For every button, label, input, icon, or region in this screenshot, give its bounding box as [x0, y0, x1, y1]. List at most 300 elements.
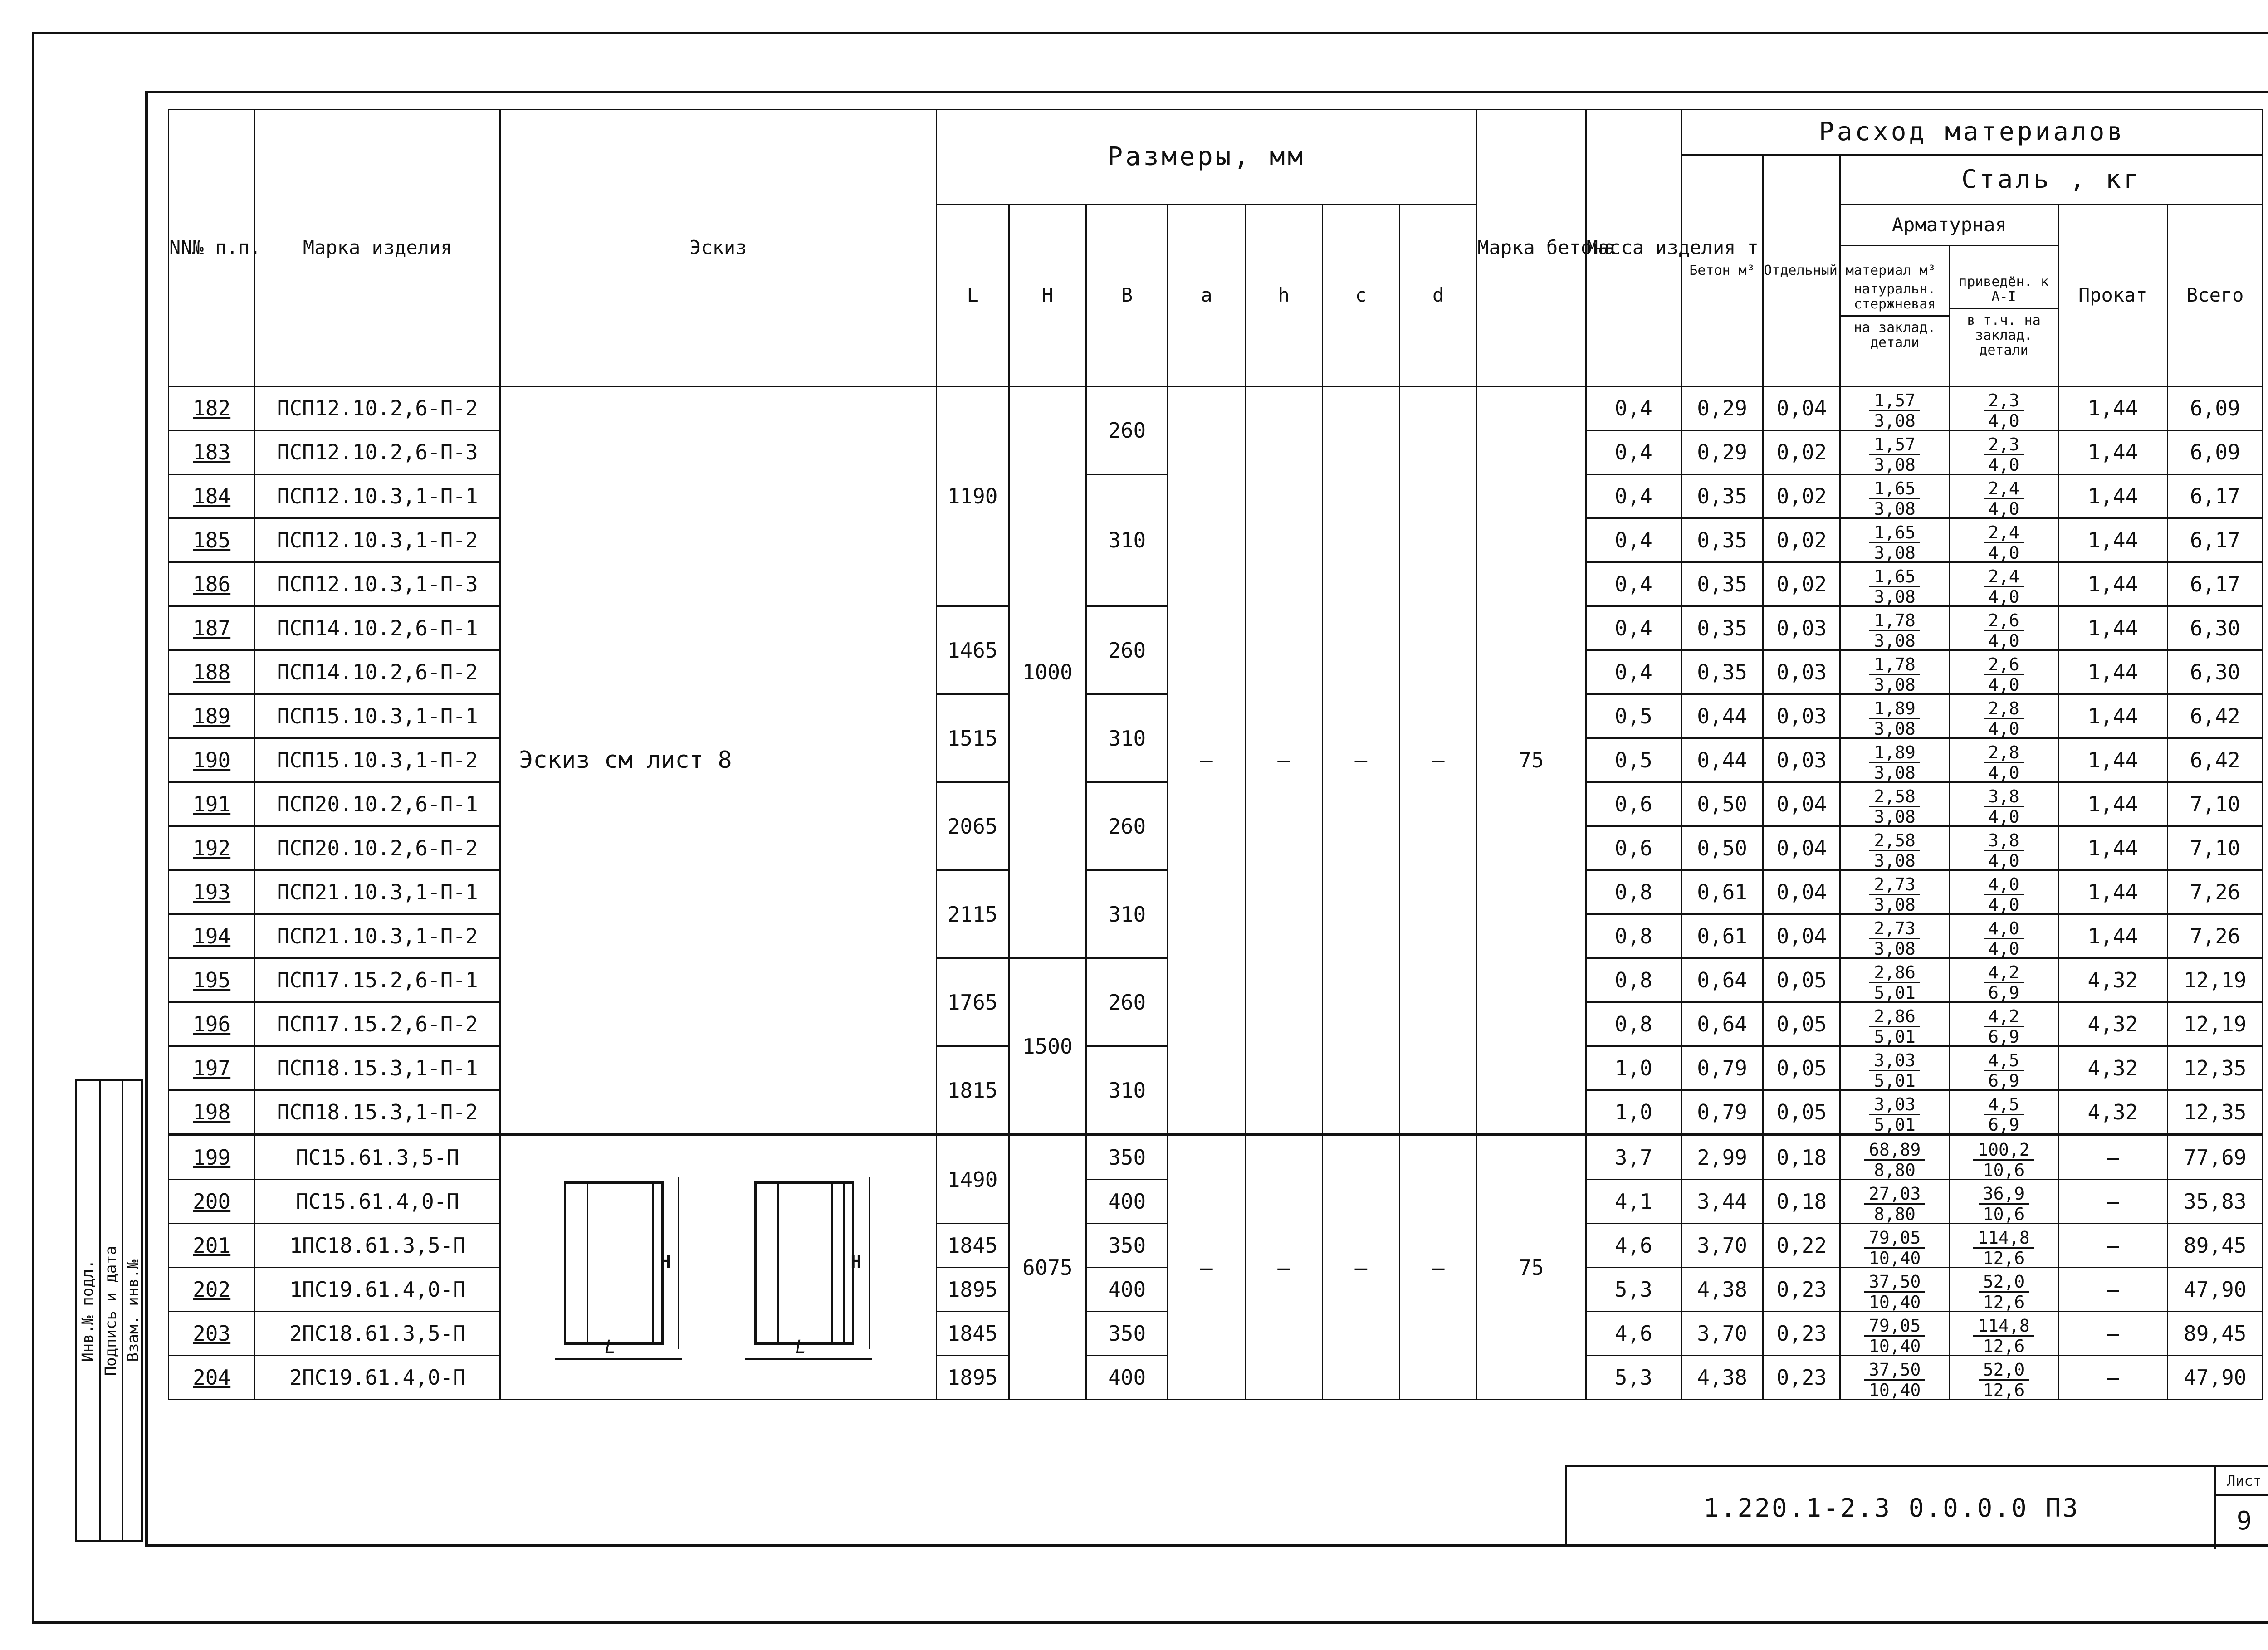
- natur-value: [1840, 870, 1949, 914]
- fraction-bottom: 10,6: [1983, 1204, 2025, 1224]
- natur-value: [1840, 518, 1949, 562]
- fraction-top: 2,3: [1984, 392, 2024, 411]
- fraction-top: 100,2: [1973, 1141, 2034, 1161]
- row-marka: ПСП17.15.2,6-П-2: [255, 1002, 500, 1046]
- header-razmery: Размеры, мм: [936, 110, 1477, 205]
- fraction-bottom: 10,40: [1868, 1248, 1921, 1268]
- row-marka: ПСП18.15.3,1-П-1: [255, 1046, 500, 1090]
- dim-b-value: 310: [1086, 870, 1168, 958]
- panel-edge-line: [587, 1181, 588, 1345]
- fraction-top: 4,5: [1984, 1052, 2024, 1071]
- row-marka: ПСП12.10.3,1-П-3: [255, 562, 500, 606]
- fraction: [1979, 1361, 2029, 1399]
- prokat-value: —: [2058, 1224, 2167, 1268]
- otdel-value: 0,05: [1763, 1002, 1840, 1046]
- fraction-bottom: 3,08: [1874, 411, 1916, 431]
- fraction: [1869, 700, 1920, 737]
- prived-value: [1949, 826, 2058, 870]
- fraction-bottom: 4,0: [1988, 807, 2019, 827]
- fraction: [1864, 1185, 1925, 1223]
- prokat-value: 1,44: [2058, 386, 2167, 430]
- beton-value: 2,99: [1681, 1135, 1763, 1180]
- fraction-top: 37,50: [1864, 1273, 1925, 1293]
- fraction-top: 2,6: [1984, 656, 2024, 675]
- row-number: 199: [169, 1135, 255, 1180]
- dim-h-value: 1500: [1009, 958, 1086, 1135]
- dim-b-value: 310: [1086, 694, 1168, 782]
- fraction: [1869, 436, 1920, 474]
- natur-value: [1840, 430, 1949, 474]
- row-marka: 2ПС18.61.3,5-П: [255, 1312, 500, 1356]
- vsego-value: 47,90: [2167, 1356, 2263, 1400]
- fraction-bottom: 4,0: [1988, 895, 2019, 915]
- fraction-top: 2,3: [1984, 436, 2024, 455]
- fraction-bottom: 4,0: [1988, 719, 2019, 739]
- prived-value: [1949, 562, 2058, 606]
- vsego-value: 35,83: [2167, 1180, 2263, 1224]
- vsego-value: 77,69: [2167, 1135, 2263, 1180]
- prived-value: [1949, 1268, 2058, 1312]
- header-dim-h-small: h: [1245, 205, 1322, 386]
- massa-value: 0,8: [1586, 958, 1681, 1002]
- fraction-top: 1,65: [1869, 568, 1920, 587]
- row-number: 201: [169, 1224, 255, 1268]
- fraction: [1973, 1141, 2034, 1179]
- row-marka: ПСП12.10.3,1-П-2: [255, 518, 500, 562]
- panel-outline: [754, 1181, 854, 1345]
- beton-value: 0,44: [1681, 694, 1763, 738]
- fraction-bottom: 4,0: [1988, 939, 2019, 959]
- row-number: 185: [169, 518, 255, 562]
- dim-b-value: 260: [1086, 958, 1168, 1046]
- massa-value: 4,1: [1586, 1180, 1681, 1224]
- fraction: [1984, 788, 2024, 825]
- fraction: [1984, 392, 2024, 430]
- vsego-value: 89,45: [2167, 1312, 2263, 1356]
- dim-l-value: 1845: [936, 1312, 1009, 1356]
- dim-l-value: 1895: [936, 1356, 1009, 1400]
- fraction-bottom: 8,80: [1874, 1160, 1916, 1180]
- beton-value: 0,35: [1681, 474, 1763, 518]
- length-dimension-line: [555, 1358, 682, 1360]
- beton-value: 0,79: [1681, 1090, 1763, 1135]
- fraction-bottom: 10,6: [1983, 1160, 2025, 1180]
- prokat-value: 1,44: [2058, 474, 2167, 518]
- vsego-value: 6,09: [2167, 386, 2263, 430]
- dim-l-value: 1465: [936, 606, 1009, 694]
- otdel-value: 0,02: [1763, 430, 1840, 474]
- dim-b-value: 310: [1086, 474, 1168, 606]
- beton-value: 0,35: [1681, 562, 1763, 606]
- massa-value: 0,4: [1586, 606, 1681, 650]
- fraction-top: 2,8: [1984, 744, 2024, 763]
- fraction-top: 3,8: [1984, 832, 2024, 851]
- marka-betona-value: 75: [1477, 386, 1586, 1135]
- massa-value: 0,4: [1586, 386, 1681, 430]
- vsego-value: 7,10: [2167, 826, 2263, 870]
- natur-value: [1840, 782, 1949, 826]
- fraction: [1869, 568, 1920, 605]
- panel-edge-line: [652, 1181, 654, 1345]
- dim-c-value: —: [1322, 1135, 1399, 1400]
- dim-l-value: 1190: [936, 386, 1009, 606]
- fraction-bottom: 4,0: [1988, 631, 2019, 651]
- natur-value: [1840, 474, 1949, 518]
- massa-value: 0,8: [1586, 914, 1681, 958]
- panel-edge-line: [843, 1181, 845, 1345]
- fraction-bottom: 4,0: [1988, 763, 2019, 783]
- fraction-top: 37,50: [1864, 1361, 1925, 1381]
- header-armatur: Арматурная: [1840, 205, 2058, 246]
- prived-value: [1949, 694, 2058, 738]
- vsego-value: 12,35: [2167, 1090, 2263, 1135]
- massa-value: 0,8: [1586, 1002, 1681, 1046]
- fraction-top: 4,0: [1984, 876, 2024, 895]
- otdel-value: 0,22: [1763, 1224, 1840, 1268]
- header-dim-b: B: [1086, 205, 1168, 386]
- massa-value: 5,3: [1586, 1356, 1681, 1400]
- row-number: 200: [169, 1180, 255, 1224]
- row-number: 197: [169, 1046, 255, 1090]
- row-number: 203: [169, 1312, 255, 1356]
- header-vsego: Всего: [2167, 205, 2263, 386]
- natur-value: [1840, 738, 1949, 782]
- beton-value: 0,35: [1681, 650, 1763, 694]
- natur-value: [1840, 1356, 1949, 1400]
- table-row: [169, 1135, 2263, 1180]
- row-number: 188: [169, 650, 255, 694]
- massa-value: 1,0: [1586, 1090, 1681, 1135]
- natur-value: [1840, 1180, 1949, 1224]
- dim-b-value: 400: [1086, 1180, 1168, 1224]
- natur-value: [1840, 958, 1949, 1002]
- fraction: [1984, 612, 2024, 649]
- otdel-value: 0,02: [1763, 474, 1840, 518]
- fraction: [1869, 612, 1920, 649]
- dim-b-value: 260: [1086, 782, 1168, 870]
- fraction-bottom: 3,08: [1874, 499, 1916, 519]
- natur-value: [1840, 650, 1949, 694]
- fraction: [1984, 920, 2024, 957]
- fraction-top: 52,0: [1979, 1273, 2029, 1293]
- otdel-value: 0,03: [1763, 738, 1840, 782]
- prokat-value: 1,44: [2058, 738, 2167, 782]
- fraction-bottom: 6,9: [1988, 1115, 2019, 1135]
- header-rashod: Расход материалов: [1681, 110, 2263, 155]
- length-dimension-line: [745, 1358, 872, 1360]
- drawing-code: 1.220.1-2.3 0.0.0.0 ПЗ: [1703, 1493, 2080, 1523]
- list-number: 9: [2236, 1506, 2252, 1536]
- otdel-value: 0,04: [1763, 826, 1840, 870]
- dim-b-value: 260: [1086, 386, 1168, 474]
- row-number: 195: [169, 958, 255, 1002]
- row-number: 204: [169, 1356, 255, 1400]
- prived-value: [1949, 1180, 2058, 1224]
- fraction: [1869, 524, 1920, 561]
- beton-value: 4,38: [1681, 1356, 1763, 1400]
- massa-value: 0,8: [1586, 870, 1681, 914]
- fraction-top: 1,65: [1869, 480, 1920, 499]
- header-prived: [1949, 246, 2058, 386]
- sketch-label-l: L: [795, 1336, 807, 1357]
- fraction-bottom: 4,0: [1988, 587, 2019, 607]
- otdel-value: 0,05: [1763, 958, 1840, 1002]
- row-number: 189: [169, 694, 255, 738]
- fraction-top: 1,65: [1869, 524, 1920, 543]
- prived-value: [1949, 958, 2058, 1002]
- beton-value: 0,64: [1681, 958, 1763, 1002]
- fraction: [1979, 1185, 2029, 1223]
- fraction-top: 2,86: [1869, 964, 1920, 983]
- fraction-top: 4,2: [1984, 1008, 2024, 1027]
- beton-value: 0,64: [1681, 1002, 1763, 1046]
- dim-c-value: —: [1322, 386, 1399, 1135]
- fraction: [1869, 832, 1920, 869]
- prived-value: [1949, 606, 2058, 650]
- fraction-top: 2,58: [1869, 832, 1920, 851]
- panel-outline: [564, 1181, 664, 1345]
- row-marka: 1ПС19.61.4,0-П: [255, 1268, 500, 1312]
- fraction: [1984, 656, 2024, 693]
- header-prived-sub: в т.ч. на заклад. детали: [1967, 312, 2041, 358]
- fraction: [1973, 1229, 2034, 1267]
- row-marka: ПСП21.10.3,1-П-1: [255, 870, 500, 914]
- vsego-value: 6,42: [2167, 738, 2263, 782]
- fraction-bottom: 3,08: [1874, 939, 1916, 959]
- prokat-value: 1,44: [2058, 826, 2167, 870]
- massa-value: 4,6: [1586, 1224, 1681, 1268]
- dim-b-value: 350: [1086, 1312, 1168, 1356]
- fraction-bottom: 12,6: [1983, 1380, 2025, 1400]
- prokat-value: —: [2058, 1135, 2167, 1180]
- prokat-value: 1,44: [2058, 650, 2167, 694]
- massa-value: 3,7: [1586, 1135, 1681, 1180]
- fraction: [1984, 568, 2024, 605]
- otdel-value: 0,23: [1763, 1356, 1840, 1400]
- natur-value: [1840, 1312, 1949, 1356]
- natur-value: [1840, 1224, 1949, 1268]
- vsego-value: 89,45: [2167, 1224, 2263, 1268]
- prokat-value: 4,32: [2058, 1090, 2167, 1135]
- fraction: [1984, 1096, 2024, 1133]
- otdel-value: 0,05: [1763, 1046, 1840, 1090]
- vsego-value: 6,09: [2167, 430, 2263, 474]
- dim-a-value: —: [1168, 1135, 1245, 1400]
- list-box: [2214, 1467, 2268, 1549]
- beton-value: 0,61: [1681, 870, 1763, 914]
- sketch-label-h: H: [660, 1251, 671, 1273]
- fraction-bottom: 5,01: [1874, 1115, 1916, 1135]
- beton-value: 0,61: [1681, 914, 1763, 958]
- fraction-top: 1,78: [1869, 656, 1920, 675]
- vsego-value: 6,17: [2167, 562, 2263, 606]
- natur-value: [1840, 1002, 1949, 1046]
- height-dimension-line: [678, 1177, 679, 1349]
- beton-value: 0,44: [1681, 738, 1763, 782]
- side-stamp: [75, 1079, 143, 1542]
- otdel-value: 0,03: [1763, 606, 1840, 650]
- fraction-top: 2,4: [1984, 480, 2024, 499]
- fraction: [1869, 656, 1920, 693]
- side-stamp-text: Инв.№ подл.: [79, 1259, 98, 1362]
- row-marka: 2ПС19.61.4,0-П: [255, 1356, 500, 1400]
- header-beton: Бетон м³: [1681, 155, 1763, 386]
- fraction-bottom: 4,0: [1988, 455, 2019, 475]
- prived-value: [1949, 1312, 2058, 1356]
- fraction-top: 2,58: [1869, 788, 1920, 807]
- otdel-value: 0,04: [1763, 914, 1840, 958]
- fraction-top: 2,73: [1869, 876, 1920, 895]
- otdel-value: 0,03: [1763, 694, 1840, 738]
- fraction: [1984, 876, 2024, 913]
- fraction-top: 2,8: [1984, 700, 2024, 719]
- natur-value: [1840, 1090, 1949, 1135]
- natur-value: [1840, 914, 1949, 958]
- dim-h-small-value: —: [1245, 1135, 1322, 1400]
- fraction-bottom: 5,01: [1874, 1071, 1916, 1091]
- fraction-bottom: 4,0: [1988, 499, 2019, 519]
- prokat-value: —: [2058, 1356, 2167, 1400]
- vsego-value: 6,17: [2167, 474, 2263, 518]
- title-block: [1565, 1465, 2268, 1547]
- row-marka: ПСП14.10.2,6-П-1: [255, 606, 500, 650]
- fraction: [1984, 524, 2024, 561]
- dim-b-value: 350: [1086, 1224, 1168, 1268]
- row-number: 184: [169, 474, 255, 518]
- fraction: [1869, 1008, 1920, 1045]
- spec-table-body: [169, 386, 2263, 1400]
- header-natur-sub: на заклад. детали: [1853, 320, 1936, 351]
- otdel-value: 0,05: [1763, 1090, 1840, 1135]
- beton-value: 3,44: [1681, 1180, 1763, 1224]
- row-marka: ПСП20.10.2,6-П-2: [255, 826, 500, 870]
- fraction: [1864, 1141, 1925, 1179]
- fraction-bottom: 3,08: [1874, 807, 1916, 827]
- vsego-value: 12,19: [2167, 1002, 2263, 1046]
- dim-b-value: 260: [1086, 606, 1168, 694]
- prived-value: [1949, 386, 2058, 430]
- prived-value: [1949, 650, 2058, 694]
- fraction-top: 1,78: [1869, 612, 1920, 631]
- fraction: [1979, 1273, 2029, 1311]
- fraction: [1984, 1008, 2024, 1045]
- fraction-bottom: 3,08: [1874, 851, 1916, 871]
- otdel-value: 0,23: [1763, 1312, 1840, 1356]
- fraction: [1869, 876, 1920, 913]
- fraction: [1869, 964, 1920, 1001]
- fraction-top: 1,89: [1869, 744, 1920, 763]
- fraction-top: 4,0: [1984, 920, 2024, 939]
- fraction: [1984, 744, 2024, 781]
- prokat-value: —: [2058, 1180, 2167, 1224]
- fraction: [1869, 744, 1920, 781]
- prived-value: [1949, 430, 2058, 474]
- dim-a-value: —: [1168, 386, 1245, 1135]
- row-marka: ПСП12.10.2,6-П-3: [255, 430, 500, 474]
- fraction: [1984, 436, 2024, 474]
- prokat-value: 4,32: [2058, 1002, 2167, 1046]
- fraction-top: 3,8: [1984, 788, 2024, 807]
- row-number: 196: [169, 1002, 255, 1046]
- sketch-label-h: H: [850, 1251, 862, 1273]
- dim-l-value: 1895: [936, 1268, 1009, 1312]
- otdel-value: 0,02: [1763, 562, 1840, 606]
- fraction: [1864, 1229, 1925, 1267]
- dim-l-value: 1490: [936, 1135, 1009, 1224]
- row-number: 190: [169, 738, 255, 782]
- dim-l-value: 1845: [936, 1224, 1009, 1268]
- row-number: 186: [169, 562, 255, 606]
- panel-edge-line: [831, 1181, 833, 1345]
- side-stamp-col: [77, 1081, 101, 1540]
- fraction-top: 52,0: [1979, 1361, 2029, 1381]
- otdel-value: 0,02: [1763, 518, 1840, 562]
- prokat-value: 4,32: [2058, 958, 2167, 1002]
- row-marka: ПС15.61.3,5-П: [255, 1135, 500, 1180]
- fraction-bottom: 4,0: [1988, 851, 2019, 871]
- fraction: [1864, 1361, 1925, 1399]
- prokat-value: 1,44: [2058, 870, 2167, 914]
- fraction-bottom: 10,40: [1868, 1380, 1921, 1400]
- vsego-value: 12,35: [2167, 1046, 2263, 1090]
- fraction: [1984, 700, 2024, 737]
- header-dim-d: d: [1400, 205, 1477, 386]
- fraction-top: 2,6: [1984, 612, 2024, 631]
- natur-value: [1840, 386, 1949, 430]
- massa-value: 0,5: [1586, 694, 1681, 738]
- fraction-bottom: 12,6: [1983, 1248, 2025, 1268]
- fraction-bottom: 4,0: [1988, 411, 2019, 431]
- prived-value: [1949, 1090, 2058, 1135]
- header-otdel: Отдельный материал м³: [1763, 155, 1840, 386]
- natur-value: [1840, 1135, 1949, 1180]
- beton-value: 3,70: [1681, 1224, 1763, 1268]
- massa-value: 1,0: [1586, 1046, 1681, 1090]
- massa-value: 0,6: [1586, 826, 1681, 870]
- fraction-top: 1,57: [1869, 436, 1920, 455]
- side-stamp-col: [99, 1081, 123, 1540]
- fraction-top: 1,89: [1869, 700, 1920, 719]
- beton-value: 4,38: [1681, 1268, 1763, 1312]
- vsego-value: 6,42: [2167, 694, 2263, 738]
- fraction-bottom: 3,08: [1874, 719, 1916, 739]
- otdel-value: 0,18: [1763, 1135, 1840, 1180]
- row-number: 194: [169, 914, 255, 958]
- eskiz-sketches: [500, 1135, 936, 1400]
- prokat-value: —: [2058, 1268, 2167, 1312]
- prived-value: [1949, 518, 2058, 562]
- header-marka-betona: Марка бетона: [1477, 110, 1586, 386]
- prived-value: [1949, 782, 2058, 826]
- beton-value: 0,29: [1681, 430, 1763, 474]
- dim-h-small-value: —: [1245, 386, 1322, 1135]
- fraction-bottom: 3,08: [1874, 675, 1916, 695]
- prokat-value: 1,44: [2058, 694, 2167, 738]
- natur-value: [1840, 1046, 1949, 1090]
- fraction-top: 2,4: [1984, 524, 2024, 543]
- beton-value: 0,35: [1681, 518, 1763, 562]
- row-number: 191: [169, 782, 255, 826]
- massa-value: 0,4: [1586, 518, 1681, 562]
- panel-edge-line: [777, 1181, 779, 1345]
- natur-value: [1840, 694, 1949, 738]
- vsego-value: 6,30: [2167, 606, 2263, 650]
- fraction-top: 79,05: [1864, 1317, 1925, 1337]
- prived-value: [1949, 474, 2058, 518]
- prived-value: [1949, 870, 2058, 914]
- header-nn: NN№ п.п.: [169, 110, 255, 386]
- vsego-value: 7,26: [2167, 914, 2263, 958]
